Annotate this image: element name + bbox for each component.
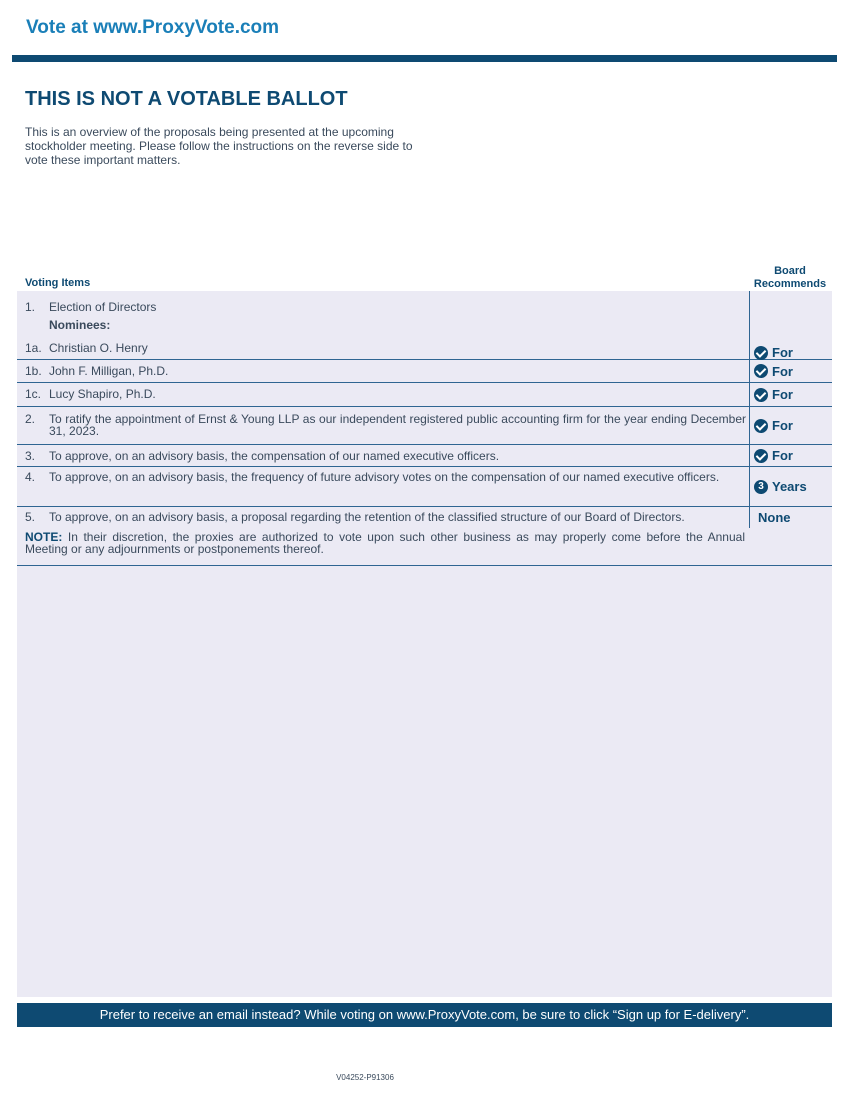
board-header-line2: Recommends (753, 278, 827, 290)
item-number: 4. (25, 470, 36, 484)
recommendation-value: For (772, 363, 793, 379)
recommendation-value: Years (772, 479, 807, 494)
note-text (25, 531, 745, 555)
voting-item-row (17, 407, 832, 445)
board-recommendation (749, 291, 832, 338)
board-recommendation (749, 445, 832, 466)
board-recommendation (749, 407, 832, 444)
number-three-icon: 3 (754, 480, 768, 494)
proxyvote-link[interactable]: Vote at www.ProxyVote.com (26, 17, 280, 38)
item-text: To approve, on an advisory basis, the compensation of our named executive officers. (49, 449, 500, 463)
item-number: 2. (25, 412, 36, 426)
board-recommendation (749, 338, 832, 359)
voting-item-row (17, 291, 832, 338)
check-icon (754, 364, 768, 378)
note-body: In their discretion, the proxies are authorized to vote upon such other business as may properly come before the Annual Meeting or any adjournments or postponements thereof. (25, 530, 745, 556)
item-number: 1. (25, 300, 36, 314)
board-recommendation (749, 360, 832, 382)
check-icon (754, 419, 768, 433)
note-divider (17, 565, 832, 566)
voting-item-row (17, 467, 832, 507)
board-header-line1: Board (774, 265, 806, 277)
e-delivery-banner: Prefer to receive an email instead? While voting on www.ProxyVote.com, be sure to click “Sign up for E-delivery”. (17, 1003, 832, 1027)
voting-item-row (17, 360, 832, 383)
check-icon (754, 346, 768, 360)
intro-text: This is an overview of the proposals being presented at the upcoming stockholder meeting. Please follow the instructions on the reverse side to vote these important matters. (25, 125, 413, 167)
recommendation-value: For (772, 418, 793, 433)
item-number: 3. (25, 449, 36, 463)
nominees-label: Nominees: (49, 318, 111, 332)
recommendation-value: For (772, 345, 793, 360)
board-recommendation (749, 507, 832, 528)
item-number: 1c. (25, 387, 42, 401)
voting-item-row (17, 383, 832, 407)
recommendation-value: None (758, 510, 791, 525)
voting-item-row (17, 507, 832, 528)
recommendation-value: For (772, 448, 793, 463)
document-code: V04252-P91306 (336, 1073, 394, 1082)
page-title: THIS IS NOT A VOTABLE BALLOT (25, 88, 348, 110)
board-recommendation (749, 467, 832, 506)
check-icon (754, 388, 768, 402)
recommendation-value: For (772, 387, 793, 402)
item-number: 1b. (25, 364, 42, 378)
item-text: To approve, on an advisory basis, a proposal regarding the retention of the classified structure of our Board of Directors. (49, 510, 685, 524)
item-text: Election of Directors (49, 300, 157, 314)
board-recommends-header (748, 265, 832, 291)
item-text: To approve, on an advisory basis, the frequency of future advisory votes on the compensation of our named executive officers. (49, 470, 720, 484)
item-text: John F. Milligan, Ph.D. (49, 364, 169, 378)
note-label: NOTE: (25, 530, 63, 544)
item-text: Christian O. Henry (49, 341, 148, 355)
header-rule (12, 55, 837, 62)
voting-item-row (17, 338, 832, 360)
item-text: To ratify the appointment of Ernst & Young LLP as our independent registered public accounting firm for the year ending December 31, 2023. (49, 412, 746, 438)
item-text: Lucy Shapiro, Ph.D. (49, 387, 156, 401)
voting-items-header: Voting Items (25, 277, 91, 289)
check-icon (754, 449, 768, 463)
item-number: 1a. (25, 341, 42, 355)
board-recommendation (749, 383, 832, 406)
item-number: 5. (25, 510, 36, 524)
voting-item-row (17, 445, 832, 467)
